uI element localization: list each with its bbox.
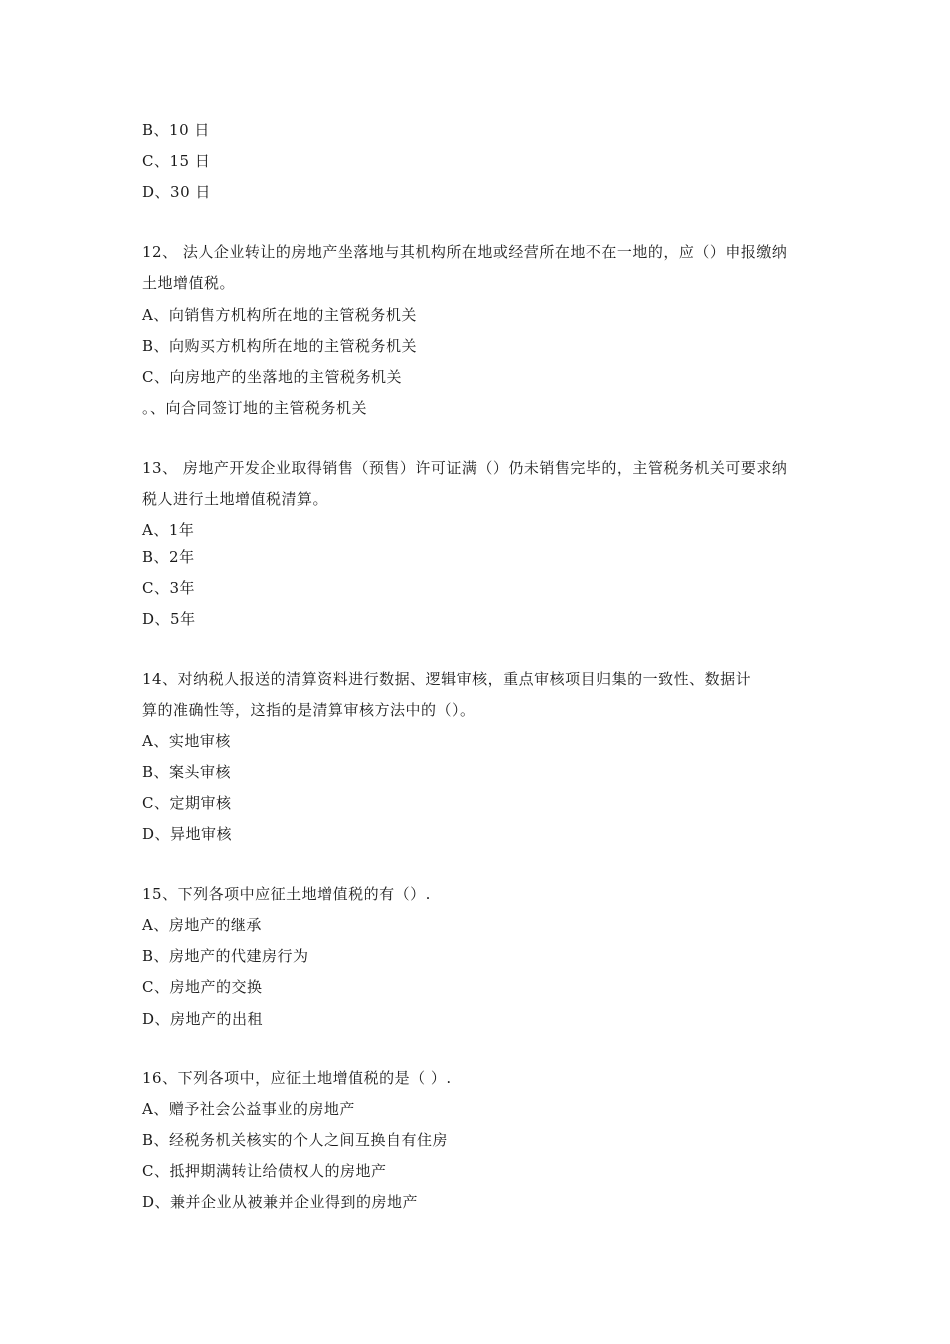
q15-stem-line1: 15、下列各项中应征土地增值税的有（）.	[142, 885, 431, 903]
q13-option-b: B、2年	[142, 548, 195, 566]
q12-stem-line1: 12、 法人企业转让的房地产坐落地与其机构所在地或经营所在地不在一地的，应（）申报缴纳	[142, 243, 788, 261]
q16-option-d: D、兼并企业从被兼并企业得到的房地产	[142, 1193, 419, 1211]
q16-option-a: A、赠予社会公益事业的房地产	[142, 1100, 355, 1118]
q15-option-d: D、房地产的出租	[142, 1010, 264, 1028]
q16-option-c: C、抵押期满转让给债权人的房地产	[142, 1162, 387, 1180]
q11-option-c: C、15 日	[142, 152, 211, 170]
q12-stem-line2: 土地增值税。	[142, 274, 236, 292]
q13-stem-line2: 税人进行土地增值税清算。	[142, 490, 329, 508]
q12-option-a: A、向销售方机构所在地的主管税务机关	[142, 306, 417, 324]
q11-option-b: B、10 日	[142, 121, 210, 139]
q13-option-a: A、1年	[142, 521, 195, 539]
q14-option-c: C、定期审核	[142, 794, 232, 812]
q15-option-b: B、房地产的代建房行为	[142, 947, 309, 965]
q11-option-d: D、30 日	[142, 183, 211, 201]
q16-option-b: B、经税务机关核实的个人之间互换自有住房	[142, 1131, 449, 1149]
q13-stem-line1: 13、 房地产开发企业取得销售（预售）许可证满（）仍未销售完毕的，主管税务机关可要求纳	[142, 459, 788, 477]
q14-stem-line1: 14、对纳税人报送的清算资料进行数据、逻辑审核，重点审核项目归集的一致性、数据计	[142, 670, 752, 688]
q14-option-a: A、实地审核	[142, 732, 231, 750]
q14-stem-line2: 算的准确性等，这指的是清算审核方法中的（）。	[142, 701, 476, 719]
q12-option-c: C、向房地产的坐落地的主管税务机关	[142, 368, 402, 386]
q13-option-c: C、3年	[142, 579, 196, 597]
q12-option-d: 。、向合同签订地的主管税务机关	[142, 399, 368, 417]
q16-stem-line1: 16、下列各项中，应征土地增值税的是（ ）.	[142, 1069, 452, 1087]
q15-option-c: C、房地产的交换	[142, 978, 263, 996]
q15-option-a: A、房地产的继承	[142, 916, 262, 934]
q12-option-b: B、向购买方机构所在地的主管税务机关	[142, 337, 418, 355]
q13-option-d: D、5年	[142, 610, 196, 628]
q14-option-d: D、异地审核	[142, 825, 233, 843]
q14-option-b: B、案头审核	[142, 763, 232, 781]
